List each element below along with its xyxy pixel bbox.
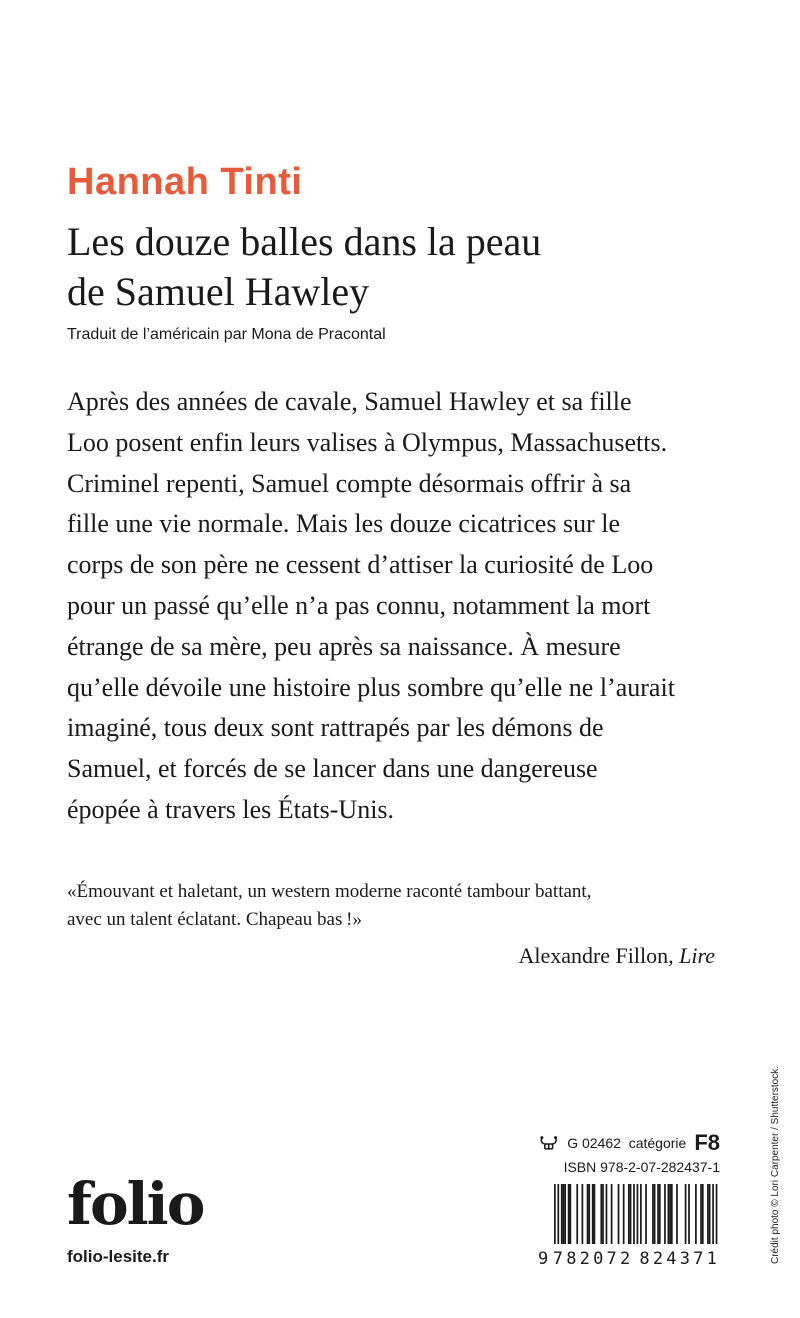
barcode-bar	[588, 1184, 590, 1244]
title-line: Les douze balles dans la peau	[67, 219, 542, 264]
isbn: ISBN 978-2-07-282437-1	[563, 1159, 720, 1175]
lyre-icon	[538, 1135, 559, 1151]
barcode-bar	[664, 1184, 666, 1244]
product-code: G 02462	[567, 1135, 621, 1151]
barcode-bar	[707, 1184, 709, 1244]
author-name: Hannah Tinti	[67, 161, 303, 203]
attribution-publication: Lire	[679, 943, 715, 968]
barcode-digits	[538, 1244, 720, 1269]
category-label: catégorie	[628, 1135, 687, 1151]
barcode-bar	[600, 1184, 602, 1244]
barcode-bar	[700, 1184, 702, 1244]
barcode-bar	[652, 1184, 654, 1244]
quote-line: «Émouvant et haletant, un western moderne raconté tambour battant,	[67, 881, 592, 902]
barcode-bar	[695, 1184, 697, 1244]
book-title	[67, 217, 747, 317]
summary-line: épopée à travers les États-Unis.	[67, 794, 395, 824]
barcode-bar	[645, 1184, 647, 1244]
press-quote	[67, 878, 747, 934]
product-code-line	[538, 1130, 720, 1156]
barcode-bar	[592, 1184, 594, 1244]
barcode-bar	[659, 1184, 661, 1244]
barcode-bar	[640, 1184, 642, 1244]
summary-line: imaginé, tous deux sont rattrapés par les démons de	[67, 713, 604, 743]
barcode-bar	[611, 1184, 613, 1244]
barcode-bar	[654, 1184, 656, 1244]
barcode-bar	[628, 1184, 630, 1244]
barcode-bar	[582, 1184, 584, 1244]
barcode-bar	[702, 1184, 704, 1244]
barcode-bar	[671, 1184, 673, 1244]
barcode-bar	[563, 1184, 565, 1244]
barcode-bar	[561, 1184, 563, 1244]
barcode-bar	[568, 1184, 570, 1244]
quote-line: avec un talent éclatant. Chapeau bas !»	[67, 909, 363, 930]
barcode-bar	[606, 1184, 608, 1244]
summary-line: fille une vie normale. Mais les douze cicatrices sur le	[67, 509, 621, 539]
barcode-bar	[564, 1184, 566, 1244]
summary-line: Samuel, et forcés de se lancer dans une dangereuse	[67, 754, 598, 784]
attribution-person: Alexandre Fillon,	[518, 943, 674, 968]
barcode-bar	[630, 1184, 632, 1244]
summary-line: pour un passé qu’elle n’a pas connu, notamment la mort	[67, 590, 651, 620]
barcode-bar	[623, 1184, 625, 1244]
barcode-bar	[688, 1184, 690, 1244]
barcode-bar	[657, 1184, 659, 1244]
folio-logo: folio	[67, 1170, 204, 1238]
price-category: F8	[694, 1130, 720, 1155]
barcode-bar	[676, 1184, 678, 1244]
barcode-bar	[594, 1184, 596, 1244]
barcode-first-digit: 9	[538, 1249, 549, 1269]
summary-line: corps de son père ne cessent d’attiser la curiosité de Loo	[67, 550, 654, 580]
barcode-bar	[668, 1184, 670, 1244]
barcode-bar	[685, 1184, 687, 1244]
barcode-bar	[587, 1184, 589, 1244]
summary-text	[67, 382, 747, 831]
quote-attribution	[518, 941, 715, 971]
summary-line: Criminel repenti, Samuel compte désormais offrir à sa	[67, 468, 632, 498]
barcode-bar	[569, 1184, 571, 1244]
barcode-bar	[669, 1184, 671, 1244]
barcode-bar	[709, 1184, 711, 1244]
barcode-bar	[576, 1184, 578, 1244]
title-line: de Samuel Hawley	[67, 269, 370, 314]
barcode-bar	[618, 1184, 620, 1244]
barcode-left-group: 782072	[552, 1249, 634, 1269]
barcode-bar	[602, 1184, 604, 1244]
summary-line: étrange de sa mère, peu après sa naissance. À mesure	[67, 631, 621, 661]
translator-credit: Traduit de l’américain par Mona de Pracontal	[67, 326, 386, 343]
summary-line: Après des années de cavale, Samuel Hawley et sa fille	[67, 387, 632, 416]
photo-credit: Crédit photo © Lori Carpenter / Shutterstock.	[770, 1065, 781, 1264]
publisher-website[interactable]: folio-lesite.fr	[67, 1247, 170, 1266]
summary-line: qu’elle dévoile une histoire plus sombre qu’elle ne l’aurait	[67, 672, 675, 702]
barcode-right-group: 824371	[639, 1249, 720, 1269]
summary-line: Loo posent enfin leurs valises à Olympus, Massachusetts.	[67, 427, 668, 457]
